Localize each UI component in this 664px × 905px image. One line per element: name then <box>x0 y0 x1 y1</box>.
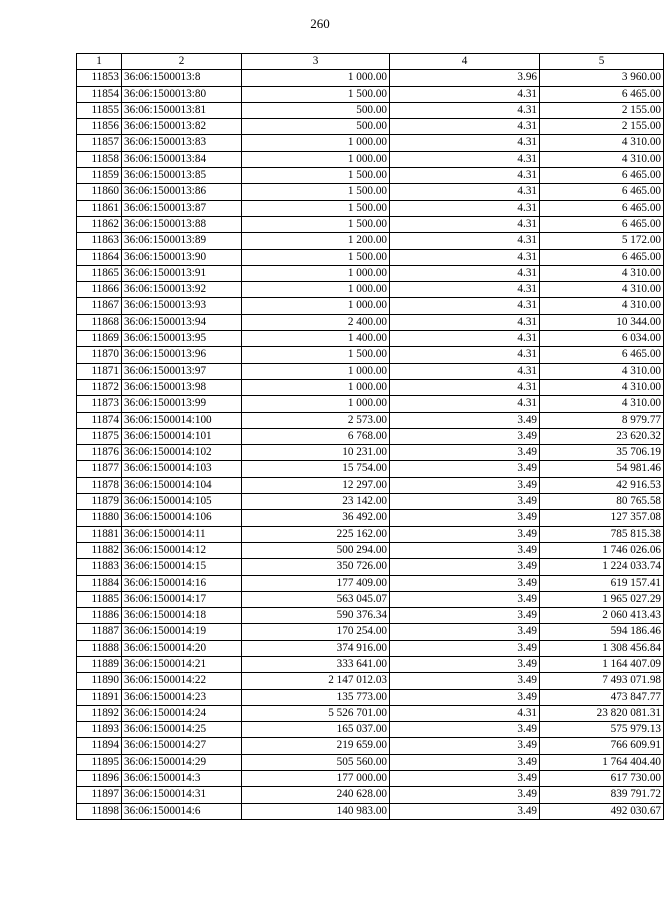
area-cell: 1 200.00 <box>242 233 390 249</box>
cadastral-number-cell: 36:06:1500013:90 <box>122 249 242 265</box>
value-cell: 6 465.00 <box>540 216 664 232</box>
cadastral-number-cell: 36:06:1500014:29 <box>122 754 242 770</box>
cadastral-number-cell: 36:06:1500014:19 <box>122 624 242 640</box>
cadastral-number-cell: 36:06:1500014:21 <box>122 656 242 672</box>
row-number-cell: 11883 <box>77 559 122 575</box>
row-number-cell: 11867 <box>77 298 122 314</box>
area-cell: 225 162.00 <box>242 526 390 542</box>
rate-cell: 3.49 <box>390 445 540 461</box>
rate-cell: 4.31 <box>390 705 540 721</box>
value-cell: 4 310.00 <box>540 298 664 314</box>
value-cell: 1 164 407.09 <box>540 656 664 672</box>
row-number-cell: 11879 <box>77 494 122 510</box>
value-cell: 766 609.91 <box>540 738 664 754</box>
value-cell: 42 916.53 <box>540 477 664 493</box>
row-number-cell: 11874 <box>77 412 122 428</box>
value-cell: 839 791.72 <box>540 787 664 803</box>
area-cell: 500.00 <box>242 102 390 118</box>
page-number: 260 <box>310 16 330 31</box>
value-cell: 2 155.00 <box>540 102 664 118</box>
value-cell: 492 030.67 <box>540 803 664 819</box>
row-number-cell: 11877 <box>77 461 122 477</box>
rate-cell: 4.31 <box>390 102 540 118</box>
area-cell: 1 400.00 <box>242 331 390 347</box>
value-cell: 6 465.00 <box>540 86 664 102</box>
table-row <box>77 640 664 656</box>
column-header: 4 <box>390 54 540 70</box>
row-number-cell: 11870 <box>77 347 122 363</box>
table-row <box>77 412 664 428</box>
row-number-cell: 11882 <box>77 542 122 558</box>
row-number-cell: 11858 <box>77 151 122 167</box>
cadastral-number-cell: 36:06:1500014:105 <box>122 494 242 510</box>
row-number-cell: 11878 <box>77 477 122 493</box>
table-row <box>77 86 664 102</box>
cadastral-number-cell: 36:06:1500014:15 <box>122 559 242 575</box>
area-cell: 177 409.00 <box>242 575 390 591</box>
rate-cell: 4.31 <box>390 298 540 314</box>
area-cell: 590 376.34 <box>242 608 390 624</box>
table-row <box>77 347 664 363</box>
rate-cell: 3.49 <box>390 689 540 705</box>
table-row <box>77 575 664 591</box>
rate-cell: 4.31 <box>390 119 540 135</box>
value-cell: 4 310.00 <box>540 282 664 298</box>
value-cell: 785 815.38 <box>540 526 664 542</box>
area-cell: 1 000.00 <box>242 70 390 86</box>
rate-cell: 3.49 <box>390 461 540 477</box>
rate-cell: 4.31 <box>390 347 540 363</box>
row-number-cell: 11893 <box>77 722 122 738</box>
rate-cell: 4.31 <box>390 151 540 167</box>
cadastral-number-cell: 36:06:1500013:85 <box>122 168 242 184</box>
cadastral-number-cell: 36:06:1500013:83 <box>122 135 242 151</box>
cadastral-number-cell: 36:06:1500013:91 <box>122 265 242 281</box>
row-number-cell: 11868 <box>77 314 122 330</box>
area-cell: 2 573.00 <box>242 412 390 428</box>
rate-cell: 4.31 <box>390 282 540 298</box>
table-row <box>77 624 664 640</box>
cadastral-number-cell: 36:06:1500014:12 <box>122 542 242 558</box>
area-cell: 1 000.00 <box>242 363 390 379</box>
row-number-cell: 11856 <box>77 119 122 135</box>
table-row <box>77 494 664 510</box>
table-row <box>77 70 664 86</box>
cadastral-number-cell: 36:06:1500013:88 <box>122 216 242 232</box>
area-cell: 23 142.00 <box>242 494 390 510</box>
area-cell: 1 500.00 <box>242 86 390 102</box>
cadastral-number-cell: 36:06:1500014:11 <box>122 526 242 542</box>
value-cell: 5 172.00 <box>540 233 664 249</box>
rate-cell: 4.31 <box>390 168 540 184</box>
cadastral-number-cell: 36:06:1500014:23 <box>122 689 242 705</box>
rate-cell: 4.31 <box>390 331 540 347</box>
rate-cell: 3.49 <box>390 754 540 770</box>
cadastral-number-cell: 36:06:1500013:98 <box>122 379 242 395</box>
area-cell: 350 726.00 <box>242 559 390 575</box>
table-row <box>77 738 664 754</box>
area-cell: 1 500.00 <box>242 216 390 232</box>
table-row <box>77 249 664 265</box>
value-cell: 6 465.00 <box>540 249 664 265</box>
column-header: 1 <box>77 54 122 70</box>
table-row <box>77 445 664 461</box>
rate-cell: 4.31 <box>390 379 540 395</box>
rate-cell: 3.49 <box>390 428 540 444</box>
value-cell: 1 224 033.74 <box>540 559 664 575</box>
value-cell: 23 620.32 <box>540 428 664 444</box>
row-number-cell: 11863 <box>77 233 122 249</box>
rate-cell: 3.49 <box>390 656 540 672</box>
area-cell: 505 560.00 <box>242 754 390 770</box>
cadastral-number-cell: 36:06:1500013:87 <box>122 200 242 216</box>
cadastral-number-cell: 36:06:1500014:106 <box>122 510 242 526</box>
area-cell: 1 000.00 <box>242 135 390 151</box>
table-row <box>77 673 664 689</box>
value-cell: 1 746 026.06 <box>540 542 664 558</box>
cadastral-number-cell: 36:06:1500013:86 <box>122 184 242 200</box>
column-header: 3 <box>242 54 390 70</box>
value-cell: 3 960.00 <box>540 70 664 86</box>
row-number-cell: 11857 <box>77 135 122 151</box>
value-cell: 2 155.00 <box>540 119 664 135</box>
area-cell: 1 000.00 <box>242 265 390 281</box>
value-cell: 4 310.00 <box>540 363 664 379</box>
rate-cell: 3.49 <box>390 722 540 738</box>
table-row <box>77 216 664 232</box>
table-row <box>77 102 664 118</box>
table-row <box>77 477 664 493</box>
cadastral-number-cell: 36:06:1500013:94 <box>122 314 242 330</box>
cadastral-number-cell: 36:06:1500014:17 <box>122 591 242 607</box>
area-cell: 219 659.00 <box>242 738 390 754</box>
cadastral-number-cell: 36:06:1500013:89 <box>122 233 242 249</box>
rate-cell: 4.31 <box>390 200 540 216</box>
row-number-cell: 11895 <box>77 754 122 770</box>
value-cell: 617 730.00 <box>540 771 664 787</box>
area-cell: 333 641.00 <box>242 656 390 672</box>
table-row <box>77 151 664 167</box>
area-cell: 2 147 012.03 <box>242 673 390 689</box>
row-number-cell: 11880 <box>77 510 122 526</box>
value-cell: 7 493 071.98 <box>540 673 664 689</box>
row-number-cell: 11865 <box>77 265 122 281</box>
table-row <box>77 461 664 477</box>
cadastral-number-cell: 36:06:1500013:97 <box>122 363 242 379</box>
rate-cell: 4.31 <box>390 265 540 281</box>
row-number-cell: 11887 <box>77 624 122 640</box>
table-row <box>77 510 664 526</box>
row-number-cell: 11886 <box>77 608 122 624</box>
cadastral-number-cell: 36:06:1500013:82 <box>122 119 242 135</box>
rate-cell: 4.31 <box>390 363 540 379</box>
value-cell: 6 465.00 <box>540 200 664 216</box>
area-cell: 1 500.00 <box>242 200 390 216</box>
rate-cell: 3.49 <box>390 591 540 607</box>
cadastral-number-cell: 36:06:1500013:80 <box>122 86 242 102</box>
row-number-cell: 11873 <box>77 396 122 412</box>
table-row <box>77 168 664 184</box>
area-cell: 15 754.00 <box>242 461 390 477</box>
rate-cell: 3.49 <box>390 477 540 493</box>
row-number-cell: 11864 <box>77 249 122 265</box>
row-number-cell: 11897 <box>77 787 122 803</box>
value-cell: 6 465.00 <box>540 168 664 184</box>
table-header-row <box>77 54 664 70</box>
area-cell: 500 294.00 <box>242 542 390 558</box>
table-row <box>77 184 664 200</box>
cadastral-number-cell: 36:06:1500014:104 <box>122 477 242 493</box>
area-cell: 2 400.00 <box>242 314 390 330</box>
area-cell: 1 500.00 <box>242 347 390 363</box>
cadastral-number-cell: 36:06:1500013:99 <box>122 396 242 412</box>
value-cell: 4 310.00 <box>540 151 664 167</box>
cadastral-number-cell: 36:06:1500013:8 <box>122 70 242 86</box>
row-number-cell: 11890 <box>77 673 122 689</box>
table-row <box>77 771 664 787</box>
row-number-cell: 11898 <box>77 803 122 819</box>
cadastral-number-cell: 36:06:1500014:16 <box>122 575 242 591</box>
row-number-cell: 11889 <box>77 656 122 672</box>
value-cell: 6 034.00 <box>540 331 664 347</box>
area-cell: 177 000.00 <box>242 771 390 787</box>
value-cell: 473 847.77 <box>540 689 664 705</box>
value-cell: 619 157.41 <box>540 575 664 591</box>
table-row <box>77 298 664 314</box>
cadastral-number-cell: 36:06:1500014:6 <box>122 803 242 819</box>
rate-cell: 3.49 <box>390 526 540 542</box>
rate-cell: 3.49 <box>390 771 540 787</box>
area-cell: 500.00 <box>242 119 390 135</box>
table-row <box>77 559 664 575</box>
cadastral-number-cell: 36:06:1500013:92 <box>122 282 242 298</box>
area-cell: 165 037.00 <box>242 722 390 738</box>
value-cell: 1 308 456.84 <box>540 640 664 656</box>
rate-cell: 4.31 <box>390 184 540 200</box>
area-cell: 1 500.00 <box>242 168 390 184</box>
rate-cell: 4.31 <box>390 135 540 151</box>
rate-cell: 3.49 <box>390 640 540 656</box>
area-cell: 6 768.00 <box>242 428 390 444</box>
row-number-cell: 11881 <box>77 526 122 542</box>
cadastral-number-cell: 36:06:1500014:103 <box>122 461 242 477</box>
cadastral-number-cell: 36:06:1500014:102 <box>122 445 242 461</box>
table-row <box>77 363 664 379</box>
table-row <box>77 754 664 770</box>
rate-cell: 3.49 <box>390 787 540 803</box>
rate-cell: 3.49 <box>390 510 540 526</box>
value-cell: 10 344.00 <box>540 314 664 330</box>
table-row <box>77 803 664 819</box>
value-cell: 54 981.46 <box>540 461 664 477</box>
area-cell: 1 000.00 <box>242 379 390 395</box>
area-cell: 374 916.00 <box>242 640 390 656</box>
value-cell: 80 765.58 <box>540 494 664 510</box>
row-number-cell: 11891 <box>77 689 122 705</box>
row-number-cell: 11855 <box>77 102 122 118</box>
rate-cell: 3.49 <box>390 738 540 754</box>
table-row <box>77 705 664 721</box>
value-cell: 1 965 027.29 <box>540 591 664 607</box>
rate-cell: 4.31 <box>390 216 540 232</box>
table-body <box>77 70 664 820</box>
row-number-cell: 11876 <box>77 445 122 461</box>
value-cell: 2 060 413.43 <box>540 608 664 624</box>
row-number-cell: 11888 <box>77 640 122 656</box>
table-row <box>77 608 664 624</box>
row-number-cell: 11860 <box>77 184 122 200</box>
rate-cell: 3.49 <box>390 624 540 640</box>
cadastral-number-cell: 36:06:1500013:96 <box>122 347 242 363</box>
value-cell: 35 706.19 <box>540 445 664 461</box>
row-number-cell: 11866 <box>77 282 122 298</box>
value-cell: 4 310.00 <box>540 396 664 412</box>
cadastral-table <box>76 53 664 820</box>
area-cell: 12 297.00 <box>242 477 390 493</box>
rate-cell: 3.96 <box>390 70 540 86</box>
rate-cell: 3.49 <box>390 494 540 510</box>
row-number-cell: 11884 <box>77 575 122 591</box>
row-number-cell: 11896 <box>77 771 122 787</box>
cadastral-number-cell: 36:06:1500014:27 <box>122 738 242 754</box>
table-row <box>77 722 664 738</box>
cadastral-number-cell: 36:06:1500014:3 <box>122 771 242 787</box>
rate-cell: 3.49 <box>390 608 540 624</box>
table-row <box>77 331 664 347</box>
cadastral-number-cell: 36:06:1500013:93 <box>122 298 242 314</box>
rate-cell: 4.31 <box>390 233 540 249</box>
rate-cell: 3.49 <box>390 412 540 428</box>
value-cell: 6 465.00 <box>540 347 664 363</box>
cadastral-number-cell: 36:06:1500014:101 <box>122 428 242 444</box>
value-cell: 4 310.00 <box>540 265 664 281</box>
table-row <box>77 396 664 412</box>
area-cell: 1 000.00 <box>242 396 390 412</box>
cadastral-number-cell: 36:06:1500013:95 <box>122 331 242 347</box>
rate-cell: 3.49 <box>390 803 540 819</box>
cadastral-number-cell: 36:06:1500013:84 <box>122 151 242 167</box>
value-cell: 127 357.08 <box>540 510 664 526</box>
cadastral-number-cell: 36:06:1500014:24 <box>122 705 242 721</box>
area-cell: 140 983.00 <box>242 803 390 819</box>
row-number-cell: 11853 <box>77 70 122 86</box>
rate-cell: 4.31 <box>390 314 540 330</box>
row-number-cell: 11862 <box>77 216 122 232</box>
area-cell: 1 000.00 <box>242 282 390 298</box>
area-cell: 36 492.00 <box>242 510 390 526</box>
row-number-cell: 11885 <box>77 591 122 607</box>
row-number-cell: 11875 <box>77 428 122 444</box>
row-number-cell: 11894 <box>77 738 122 754</box>
table-row <box>77 591 664 607</box>
rate-cell: 3.49 <box>390 559 540 575</box>
table-row <box>77 314 664 330</box>
value-cell: 594 186.46 <box>540 624 664 640</box>
rate-cell: 4.31 <box>390 86 540 102</box>
area-cell: 170 254.00 <box>242 624 390 640</box>
value-cell: 4 310.00 <box>540 135 664 151</box>
table-row <box>77 428 664 444</box>
value-cell: 6 465.00 <box>540 184 664 200</box>
table-row <box>77 689 664 705</box>
table-row <box>77 265 664 281</box>
cadastral-number-cell: 36:06:1500014:100 <box>122 412 242 428</box>
value-cell: 23 820 081.31 <box>540 705 664 721</box>
row-number-cell: 11892 <box>77 705 122 721</box>
value-cell: 8 979.77 <box>540 412 664 428</box>
area-cell: 240 628.00 <box>242 787 390 803</box>
area-cell: 5 526 701.00 <box>242 705 390 721</box>
cadastral-number-cell: 36:06:1500013:81 <box>122 102 242 118</box>
table-row <box>77 542 664 558</box>
table-row <box>77 200 664 216</box>
area-cell: 563 045.07 <box>242 591 390 607</box>
row-number-cell: 11869 <box>77 331 122 347</box>
row-number-cell: 11854 <box>77 86 122 102</box>
area-cell: 1 000.00 <box>242 151 390 167</box>
rate-cell: 3.49 <box>390 575 540 591</box>
rate-cell: 3.49 <box>390 542 540 558</box>
table-row <box>77 282 664 298</box>
area-cell: 1 000.00 <box>242 298 390 314</box>
value-cell: 4 310.00 <box>540 379 664 395</box>
area-cell: 135 773.00 <box>242 689 390 705</box>
table-row <box>77 379 664 395</box>
table-row <box>77 135 664 151</box>
rate-cell: 4.31 <box>390 396 540 412</box>
table-row <box>77 787 664 803</box>
area-cell: 1 500.00 <box>242 184 390 200</box>
cadastral-number-cell: 36:06:1500014:20 <box>122 640 242 656</box>
area-cell: 1 500.00 <box>242 249 390 265</box>
cadastral-number-cell: 36:06:1500014:18 <box>122 608 242 624</box>
value-cell: 1 764 404.40 <box>540 754 664 770</box>
table-row <box>77 526 664 542</box>
column-header: 5 <box>540 54 664 70</box>
cadastral-number-cell: 36:06:1500014:31 <box>122 787 242 803</box>
area-cell: 10 231.00 <box>242 445 390 461</box>
rate-cell: 3.49 <box>390 673 540 689</box>
cadastral-number-cell: 36:06:1500014:25 <box>122 722 242 738</box>
cadastral-number-cell: 36:06:1500014:22 <box>122 673 242 689</box>
rate-cell: 4.31 <box>390 249 540 265</box>
table-row <box>77 119 664 135</box>
table-row <box>77 233 664 249</box>
row-number-cell: 11859 <box>77 168 122 184</box>
row-number-cell: 11861 <box>77 200 122 216</box>
row-number-cell: 11871 <box>77 363 122 379</box>
value-cell: 575 979.13 <box>540 722 664 738</box>
row-number-cell: 11872 <box>77 379 122 395</box>
column-header: 2 <box>122 54 242 70</box>
table-row <box>77 656 664 672</box>
